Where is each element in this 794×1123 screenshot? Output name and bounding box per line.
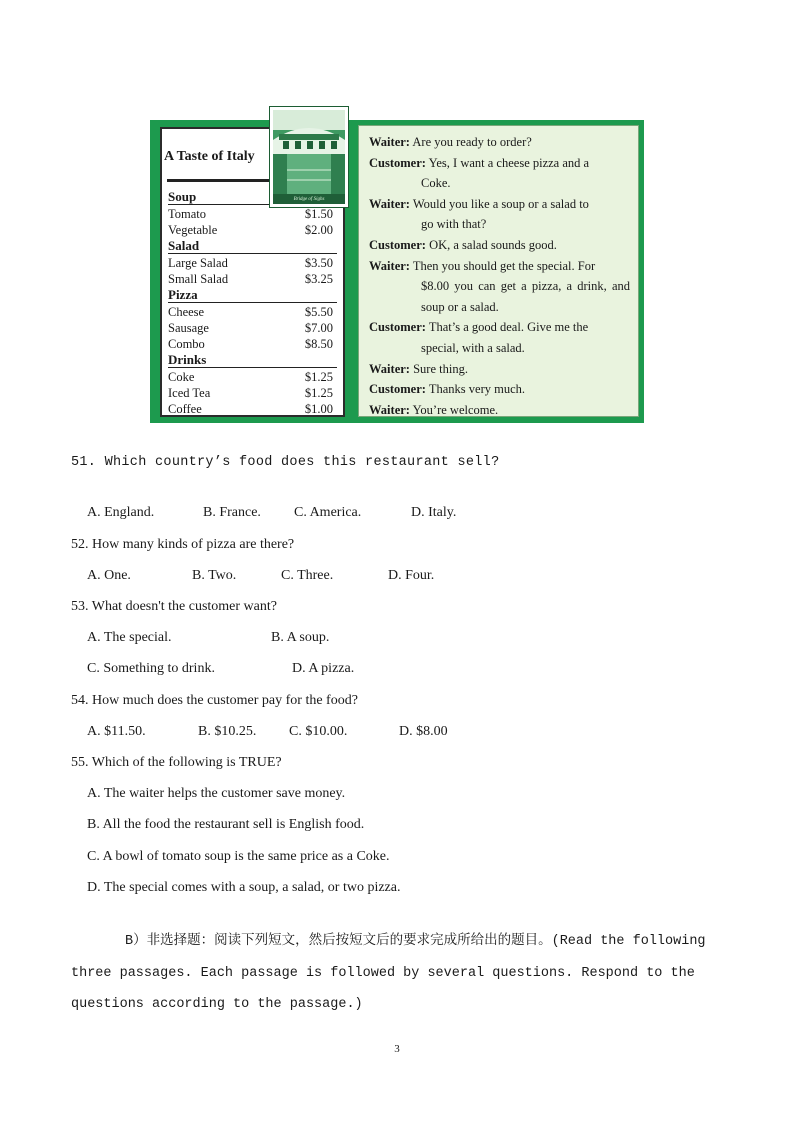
menu-section-salad bbox=[168, 238, 337, 287]
question-53-options-row2 bbox=[87, 661, 587, 681]
dialogue-text: Yes, I want a cheese pizza and a bbox=[428, 155, 590, 170]
dialogue-text: That’s a good deal. Give me the bbox=[428, 320, 589, 335]
section-b-text: B）非选择题：阅读下列短文，然后按短文后的要求完成所给出的题目。(Read the following three passages. Each passage is followed by several questions. Respond to the questions according to the passage.) bbox=[71, 934, 706, 1012]
dialogue-line bbox=[369, 235, 630, 256]
menu-item-name: Small Salad bbox=[168, 272, 229, 286]
menu-section-rule bbox=[168, 253, 337, 254]
dialogue-continuation: Coke. bbox=[421, 176, 451, 191]
menu-section-heading: Soup bbox=[168, 189, 197, 204]
menu-item-name: Vegetable bbox=[168, 223, 218, 237]
menu-item-price: $3.50 bbox=[304, 256, 333, 270]
option-a: A. The waiter helps the customer save money. bbox=[87, 786, 346, 801]
dialogue-text: You’re welcome. bbox=[412, 402, 499, 417]
option-b: B. France. bbox=[203, 505, 261, 520]
bridge-illustration bbox=[273, 110, 345, 204]
dialogue-continuation: $8.00 you can get a pizza, a drink, and soup or a salad. bbox=[421, 279, 630, 314]
dialogue-text: Sure thing. bbox=[413, 361, 468, 376]
dialogue-continuation: go with that? bbox=[421, 217, 487, 232]
option-c: C. $10.00. bbox=[289, 724, 348, 739]
question-52: 52. How many kinds of pizza are there? bbox=[71, 537, 295, 552]
menu-section-rule bbox=[168, 302, 337, 303]
option-b: B. Two. bbox=[192, 568, 237, 583]
menu-item bbox=[168, 271, 337, 287]
menu-item bbox=[168, 206, 337, 222]
question-55: 55. Which of the following is TRUE? bbox=[71, 755, 282, 770]
dialogue-panel bbox=[358, 125, 639, 417]
menu-item bbox=[168, 320, 337, 336]
menu-section-heading: Pizza bbox=[168, 287, 198, 302]
speaker-label: Waiter: bbox=[369, 361, 410, 376]
menu-item-name: Cheese bbox=[168, 305, 205, 319]
question-51: 51. Which country’s food does this restaurant sell? bbox=[71, 455, 500, 470]
section-b-instructions bbox=[71, 926, 731, 1021]
menu-item bbox=[168, 401, 337, 417]
menu-item-name: Large Salad bbox=[168, 256, 228, 270]
menu-item-price: $1.25 bbox=[304, 370, 333, 384]
question-53: 53. What doesn't the customer want? bbox=[71, 599, 277, 614]
speaker-label: Waiter: bbox=[369, 402, 410, 417]
speaker-label: Waiter: bbox=[369, 135, 410, 149]
dialogue-line bbox=[369, 194, 630, 235]
option-a: A. One. bbox=[87, 568, 131, 583]
menu-item-name: Coffee bbox=[168, 402, 202, 416]
dialogue-text: Thanks very much. bbox=[428, 382, 525, 397]
option-b: B. All the food the restaurant sell is English food. bbox=[87, 817, 365, 832]
dialogue-line bbox=[369, 256, 630, 318]
menu-item bbox=[168, 336, 337, 352]
speaker-label: Customer: bbox=[369, 237, 426, 252]
menu-section-rule bbox=[168, 367, 337, 368]
option-c: C. America. bbox=[294, 505, 362, 520]
menu-section-drinks bbox=[168, 352, 337, 417]
menu-item-price: $5.50 bbox=[304, 305, 333, 319]
menu-item bbox=[168, 255, 337, 271]
option-c: C. Something to drink. bbox=[87, 661, 215, 676]
menu-item-price: $8.50 bbox=[304, 337, 333, 351]
dialogue-line bbox=[369, 359, 630, 380]
option-a: A. England. bbox=[87, 505, 155, 520]
menu-title: A Taste of Italy bbox=[164, 149, 255, 164]
photo-caption: Bridge of Sighs bbox=[293, 197, 325, 202]
option-b: B. $10.25. bbox=[198, 724, 257, 739]
option-d: D. The special comes with a soup, a salad, or two pizza. bbox=[87, 880, 401, 895]
menu-section-heading: Drinks bbox=[168, 352, 207, 367]
option-d: D. Italy. bbox=[411, 505, 457, 520]
dialogue-text: Then you should get the special. For bbox=[412, 258, 596, 273]
dialogue-line bbox=[369, 317, 630, 358]
question-53-options-row1 bbox=[87, 630, 587, 650]
dialogue-line bbox=[369, 132, 630, 153]
menu-panel bbox=[160, 127, 345, 417]
option-d: D. Four. bbox=[388, 568, 435, 583]
speaker-label: Customer: bbox=[369, 382, 426, 397]
speaker-label: Waiter: bbox=[369, 196, 410, 211]
menu-item-name: Coke bbox=[168, 370, 195, 384]
speaker-label: Customer: bbox=[369, 320, 426, 335]
option-d: D. $8.00 bbox=[399, 724, 448, 739]
menu-item-price: $1.00 bbox=[304, 402, 333, 416]
menu-item-name: Sausage bbox=[168, 321, 209, 335]
menu-figure bbox=[150, 120, 644, 423]
menu-item-name: Iced Tea bbox=[168, 386, 211, 400]
option-a: A. The special. bbox=[87, 630, 172, 645]
menu-item bbox=[168, 222, 337, 238]
option-c: C. Three. bbox=[281, 568, 334, 583]
question-51-options bbox=[87, 505, 587, 525]
menu-item-price: $1.25 bbox=[304, 386, 333, 400]
dialogue-line bbox=[369, 153, 630, 194]
question-54: 54. How much does the customer pay for the food? bbox=[71, 693, 358, 708]
menu-item-price: $2.00 bbox=[304, 223, 333, 237]
page-number: 3 bbox=[394, 1043, 400, 1055]
menu-section-heading: Salad bbox=[168, 238, 200, 253]
speaker-label: Waiter: bbox=[369, 258, 410, 273]
menu-item bbox=[168, 369, 337, 385]
question-52-options bbox=[87, 568, 587, 588]
menu-item-name: Tomato bbox=[168, 207, 207, 221]
speaker-label: Customer: bbox=[369, 155, 426, 170]
menu-item bbox=[168, 304, 337, 320]
menu-item-name: Combo bbox=[168, 337, 205, 351]
dialogue-text: OK, a salad sounds good. bbox=[429, 237, 557, 252]
dialogue-text: Would you like a soup or a salad to bbox=[412, 196, 589, 211]
question-54-options bbox=[87, 724, 587, 744]
menu-item bbox=[168, 385, 337, 401]
option-a: A. $11.50. bbox=[87, 724, 146, 739]
menu-item-price: $7.00 bbox=[304, 321, 333, 335]
menu-item-price: $3.25 bbox=[304, 272, 333, 286]
menu-item-price: $1.50 bbox=[304, 207, 333, 221]
menu-section-pizza bbox=[168, 287, 337, 352]
option-c: C. A bowl of tomato soup is the same price as a Coke. bbox=[87, 849, 390, 864]
menu-body bbox=[168, 189, 337, 417]
dialogue-continuation: special, with a salad. bbox=[421, 340, 525, 355]
venice-photo bbox=[270, 107, 348, 207]
option-d: D. A pizza. bbox=[292, 661, 355, 676]
dialogue-text: Are you ready to order? bbox=[412, 135, 532, 149]
dialogue-line bbox=[369, 400, 630, 421]
option-b: B. A soup. bbox=[271, 630, 330, 645]
dialogue-line bbox=[369, 379, 630, 400]
